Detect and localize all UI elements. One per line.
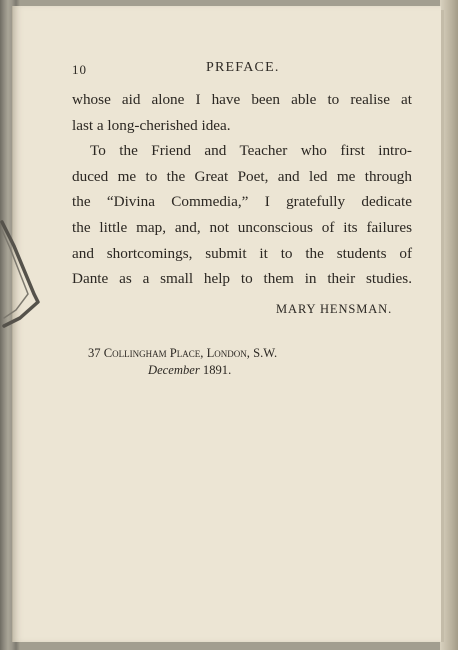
- page-edge-shadow: [441, 10, 444, 642]
- date-month: December: [148, 363, 200, 377]
- preface-date: [148, 363, 231, 378]
- text-line: the little map, and, not unconscious of its failures: [72, 218, 412, 236]
- author-signature: MARY HENSMAN.: [276, 302, 393, 316]
- text-line: duced me to the Great Poet, and led me through: [72, 167, 412, 185]
- text-line: To the Friend and Teacher who first intro-: [90, 142, 412, 160]
- author-address: 37 Collingham Place, London, S.W.: [88, 346, 278, 360]
- text-line: Dante as a small help to them in their studies.: [72, 270, 412, 288]
- date-year: 1891.: [202, 363, 232, 377]
- text-line: and shortcomings, submit it to the students of: [72, 244, 412, 262]
- preface-text: [72, 87, 412, 292]
- page-clip-icon: [0, 218, 44, 330]
- page-number: 10: [72, 62, 87, 77]
- running-title: PREFACE.: [206, 60, 280, 75]
- text-line: last a long-cherished idea.: [72, 116, 231, 134]
- text-line: the “Divina Commedia,” I gratefully dedicate: [72, 193, 412, 211]
- page-header: [72, 60, 412, 80]
- text-line: whose aid alone I have been able to realise at: [72, 91, 412, 108]
